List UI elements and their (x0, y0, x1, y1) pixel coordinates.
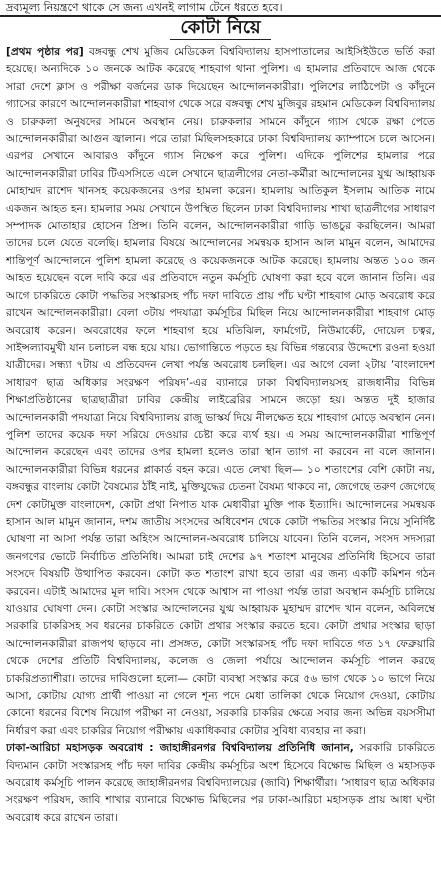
headline-container (0, 17, 441, 39)
paragraph-1-text: বঙ্গবন্ধু শেখ মুজিব মেডিকেল বিশ্ববিদ্যালয় হাসপাতালের আইসিইউতে ভর্তি করা হয়েছে। অন্যদিকে ১০ জনকে আটক করেছে শাহবাগ থানা পুলিশ। এ হামলার প্রতিবাদে আজ থেকে সারা দেশে ক্লাস ও পরীক্ষা বর্জনের ডাক দিয়েছেন আন্দোলনকারীরা। পুলিশের লাঠিপেটা ও কাঁদুনে গ্যাসের কারণে আন্দোলনকারীরা শাহবাগ থেকে সরে বঙ্গবন্ধু শেখ মুজিবুর রহমান মেডিকেল বিশ্ববিদ্যালয় ও চারুকলা অনুষদের সামনে অবস্থান নেয়। চারুকলার সামনে কাঁদুনে গ্যাস থেকে রক্ষা পেতে আন্দোলনকারীরা আগুন জ্বালান। পরে তারা মিছিলসহকারে ঢাকা বিশ্ববিদ্যালয় ক্যাম্পাসে চলে আসেন। এরপর সেখানে আবারও কাঁদুনে গ্যাস নিক্ষেপ করে পুলিশ। এদিকে পুলিশের হামলার পরে আন্দোলনকারীরা ঢাবির টিএসসিতে এলে সেখানে ছাত্রলীগের নেতা-কর্মীরা আন্দোলনের যুগ্ম আহ্বায়ক মোহাম্মদ রাশেদ খানসহ কয়েকজনের ওপর হামলা করেন। হামলায় আতিকুল ইসলাম আতিক নামে একজন আহত হন। হামলার সময় সেখানে উপস্থিত ছিলেন ঢাকা বিশ্ববিদ্যালয় শাখা ছাত্রলীগের সাধারণ সম্পাদক মোতাহার হোসেন প্রিন্স। তিনি বলেন, আন্দোলনকারীরা গাড়ি ভাঙচুর করছিলেন। আমরা তাদের চলে যেতে বলেছি। হামলার বিষয়ে আন্দোলনের সমন্বয়ক হাসান আল মামুন বলেন, আমাদের শান্তিপূর্ণ আন্দোলনে পুলিশ হামলা করেছে ও কয়েকজনকে আটক করেছে। হামলায় অন্তত ১০০ জন আহত হয়েছেন বলে দাবি করে এর প্রতিবাদে নতুন কর্মসূচি ঘোষণা করা হবে বলে জানান তিনি। এর আগে চাকরিতে কোটা পদ্ধতির সংস্কারসহ পাঁচ দফা দাবিতে প্রায় পাঁচ ঘণ্টা শাহবাগ মোড় অবরোধ করে রাখেন আন্দোলনকারীরা। বেলা ৩টায় পদযাত্রা কর্মসূচির মিছিল নিয়ে আন্দোলনকারীরা শাহবাগ মোড় অবরোধ করেন। অবরোধের ফলে শাহবাগ হয়ে মতিঝিল, ফার্মগেট, নিউমার্কেট, দোয়েল চত্বর, সাইন্সল্যাবমুখী যান চলাচল বন্ধ হয়ে যায়। ভোগান্তিতে পড়তে হয় বিভিন্ন গন্তব্যের উদ্দেশ্যে রওনা হওয়া যাত্রীদের। সন্ধ্যা ৭টায় এ প্রতিবেদন লেখা পর্যন্ত অবরোধ চলছিল। এর আগে বেলা ২টায় ‘বাংলাদেশ সাধারণ ছাত্র অধিকার সংরক্ষণ পরিষদ’-এর ব্যানারে ঢাকা বিশ্ববিদ্যালয়সহ রাজধানীর বিভিন্ন শিক্ষাপ্রতিষ্ঠানের ছাত্রছাত্রীরা ঢাবির কেন্দ্রীয় লাইব্রেরির সামনে জড়ো হয়। অন্তত দুই হাজার আন্দোলনকারী পদযাত্রা নিয়ে বিশ্ববিদ্যালয় রাজু ভাস্কর্য দিয়ে নীলক্ষেত হয়ে শাহবাগ মোড়ে অবস্থান নেন। পুলিশ তাদের কয়েক দফা সরিয়ে দেওয়ার চেষ্টা করে ব্যর্থ হয়। এ সময় আন্দোলনকারীরা শান্তিপূর্ণ আন্দোলন করেছেন এবং তাদের ওপর হামলা হলেও তারা স্থান ত্যাগ না করবেন না বলে জানান। আন্দোলনকারীরা বিভিন্ন ধরনের প্লাকার্ড বহন করে। এতে লেখা ছিল— ১০ শতাংশের বেশি কোটা নয়, বঙ্গবন্ধুর বাংলায় কোটা বৈষম্যের ঠাঁই নাই, মুক্তিযুদ্ধের চেতনা বৈষম্য থাকবে না, জেগেছে তরুণ জেগেছে দেশ কোটামুক্ত বাংলাদেশ, কোটা প্রথা নিপাত যাক মেধাবীরা মুক্তি পাক ইত্যাদি। আন্দোলনের সমন্বয়ক হাসান আল মামুন জানান, দশম জাতীয় সংসদের অধিবেশন থেকে কোটা পদ্ধতির সংস্কার নিয়ে সুনির্দিষ্ট ঘোষণা না আসা পর্যন্ত তারা অহিংস আন্দোলন-অবরোধ চালিয়ে যাবেন। তিনি বলেন, সংসদ সদস্যরা জনগণের ভোটে নির্বাচিত প্রতিনিধি। আমরা চাই দেশের ৯৭ শতাংশ মানুষের প্রতিনিধি হিসেবে তারা সংসদে বিষয়টি উত্থাপিত করবেন। কোটা কত শতাংশ রাখা হবে তারা এর জন্য একটি কমিশন গঠন করবেন। এটাই আমাদের মূল দাবি। সংসদ থেকে আশ্বাস না পাওয়া পর্যন্ত তারা অবস্থান কর্মসূচি চালিয়ে যাওয়ার ঘোষণা দেন। কোটা সংস্কার আন্দোলনের যুগ্ম আহ্বায়ক মুহাম্মদ রাশেদ খান বলেন, অবিলম্বে সরকারি চাকরিসহ সব ধরনের চাকরিতে কোটা প্রথার সংস্কার করতে হবে। কোটা প্রথার সংস্কার ছাড়া আন্দোলনকারীরা রাজপথ ছাড়বে না। প্রসঙ্গত, কোটা সংস্কারসহ পাঁচ দফা দাবিতে গত ১৭ ফেব্রুয়ারি থেকে দেশের প্রতিটি বিশ্ববিদ্যালয়, কলেজ ও জেলা পর্যায়ে আন্দোলন কর্মসূচি পালন করছে চাকরিপ্রত্যাশীরা। তাদের দাবিগুলো হলো— কোটা ব্যবস্থা সংস্কার করে ৫৬ ভাগ থেকে ১০ ভাগে নিয়ে আসা, কোটায় যোগ্য প্রার্থী পাওয়া না গেলে শূন্য পদে মেধা তালিকা থেকে নিয়োগ দেওয়া, কোটায় কোনো ধরনের বিশেষ নিয়োগ পরীক্ষা না নেওয়া, সরকারি চাকরির ক্ষেত্রে সবার জন্য অভিন্ন বয়সসীমা নির্ধারণ করা এবং চাকরির নিয়োগ পরীক্ষায় একাধিকবার কোটার সুবিধা ব্যবহার না করা। (6, 46, 435, 737)
previous-article-tail: দ্রব্যমূল্য নিয়ন্ত্রণে থাকে সে জন্য এখনই লাগাম টেনে ধরতে হবে। (0, 0, 441, 17)
headline: কোটা নিয়ে (170, 17, 270, 40)
article-paragraph-2 (6, 740, 435, 827)
article-paragraph-1 (6, 44, 435, 740)
continuation-marker: [প্রথম পৃষ্ঠার পর] (6, 46, 84, 58)
article-body (6, 44, 435, 887)
section-subhead: ঢাকা-আরিচা মহাসড়ক অবরোধ : জাহাঙ্গীরনগর বিশ্ববিদ্যালয় প্রতিনিধি জানান, (6, 742, 354, 755)
paragraph-2-text: সরকারি চাকরিতে বিদ্যমান কোটা সংস্কারসহ পাঁচ দফা দাবির কেন্দ্রীয় কর্মসূচির অংশ হিসেবে বিক্ষোভ মিছিল ও মহাসড়ক অবরোধ কর্মসূচি পালন করেছে জাহাঙ্গীরনগর বিশ্ববিদ্যালয়ের (জাবি) শিক্ষার্থীরা। ‘সাধারণ ছাত্র অধিকার সংরক্ষণ পরিষদ, জাবি শাখার ব্যানারে বিক্ষোভ মিছিলের পর ঢাকা-আরিচা মহাসড়ক প্রায় আধা ঘণ্টা অবরোধ করে রাখেন তারা। (6, 742, 435, 824)
